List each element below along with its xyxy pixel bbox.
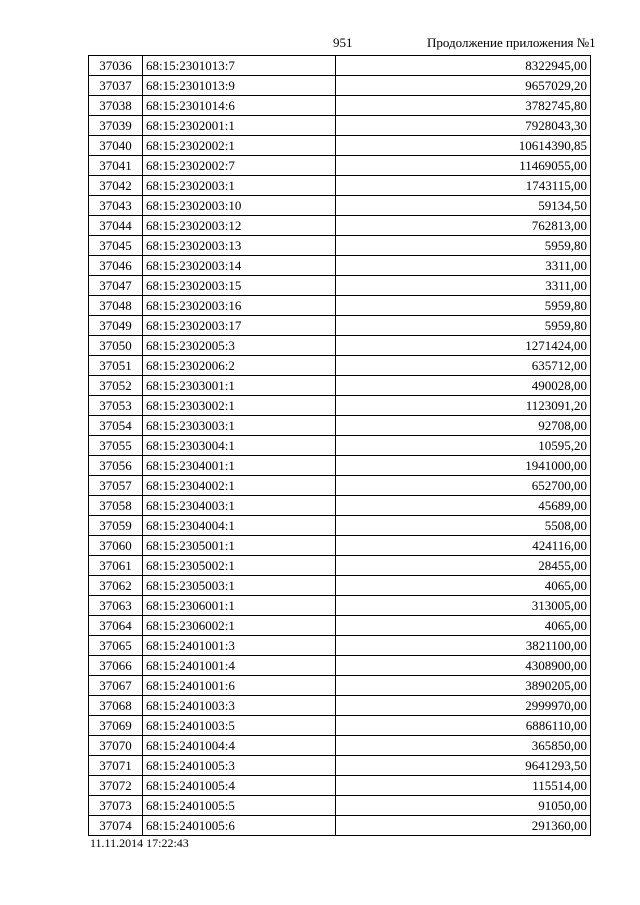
row-number-cell: 37046 bbox=[89, 256, 143, 276]
row-number-cell: 37050 bbox=[89, 336, 143, 356]
cadastral-number-cell: 68:15:2304004:1 bbox=[143, 516, 336, 536]
cadastral-value-cell: 10595,20 bbox=[336, 436, 591, 456]
table-row bbox=[89, 196, 591, 216]
table-row bbox=[89, 616, 591, 636]
cadastral-value-cell: 3311,00 bbox=[336, 276, 591, 296]
cadastral-value-cell: 2999970,00 bbox=[336, 696, 591, 716]
cadastral-value-cell: 6886110,00 bbox=[336, 716, 591, 736]
cadastral-value-cell: 5959,80 bbox=[336, 316, 591, 336]
table-row bbox=[89, 756, 591, 776]
table-row bbox=[89, 96, 591, 116]
cadastral-number-cell: 68:15:2301013:9 bbox=[143, 76, 336, 96]
table-row bbox=[89, 176, 591, 196]
row-number-cell: 37062 bbox=[89, 576, 143, 596]
table-row bbox=[89, 556, 591, 576]
table-row bbox=[89, 256, 591, 276]
table-row bbox=[89, 156, 591, 176]
cadastral-number-cell: 68:15:2302003:1 bbox=[143, 176, 336, 196]
cadastral-number-cell: 68:15:2303001:1 bbox=[143, 376, 336, 396]
table-row bbox=[89, 516, 591, 536]
table-row bbox=[89, 716, 591, 736]
cadastral-value-cell: 92708,00 bbox=[336, 416, 591, 436]
cadastral-number-cell: 68:15:2303004:1 bbox=[143, 436, 336, 456]
cadastral-number-cell: 68:15:2302003:16 bbox=[143, 296, 336, 316]
cadastral-value-cell: 1271424,00 bbox=[336, 336, 591, 356]
row-number-cell: 37047 bbox=[89, 276, 143, 296]
cadastral-value-cell: 5959,80 bbox=[336, 236, 591, 256]
cadastral-number-cell: 68:15:2306002:1 bbox=[143, 616, 336, 636]
table-row bbox=[89, 636, 591, 656]
cadastral-number-cell: 68:15:2401005:6 bbox=[143, 816, 336, 836]
cadastral-number-cell: 68:15:2304002:1 bbox=[143, 476, 336, 496]
table-row bbox=[89, 496, 591, 516]
table-row bbox=[89, 656, 591, 676]
row-number-cell: 37072 bbox=[89, 776, 143, 796]
table-body bbox=[89, 56, 591, 836]
row-number-cell: 37061 bbox=[89, 556, 143, 576]
cadastral-value-cell: 490028,00 bbox=[336, 376, 591, 396]
cadastral-value-cell: 10614390,85 bbox=[336, 136, 591, 156]
row-number-cell: 37037 bbox=[89, 76, 143, 96]
cadastral-value-cell: 635712,00 bbox=[336, 356, 591, 376]
table-row bbox=[89, 316, 591, 336]
cadastral-number-cell: 68:15:2302003:14 bbox=[143, 256, 336, 276]
cadastral-number-cell: 68:15:2302002:7 bbox=[143, 156, 336, 176]
cadastral-number-cell: 68:15:2401003:3 bbox=[143, 696, 336, 716]
table-row bbox=[89, 436, 591, 456]
table-row bbox=[89, 136, 591, 156]
cadastral-value-cell: 8322945,00 bbox=[336, 56, 591, 76]
cadastral-value-cell: 91050,00 bbox=[336, 796, 591, 816]
row-number-cell: 37043 bbox=[89, 196, 143, 216]
row-number-cell: 37036 bbox=[89, 56, 143, 76]
cadastral-number-cell: 68:15:2304003:1 bbox=[143, 496, 336, 516]
table-row bbox=[89, 276, 591, 296]
cadastral-number-cell: 68:15:2302003:15 bbox=[143, 276, 336, 296]
cadastral-number-cell: 68:15:2302003:17 bbox=[143, 316, 336, 336]
table-row bbox=[89, 736, 591, 756]
table-row bbox=[89, 456, 591, 476]
row-number-cell: 37038 bbox=[89, 96, 143, 116]
cadastral-value-cell: 3311,00 bbox=[336, 256, 591, 276]
cadastral-number-cell: 68:15:2401003:5 bbox=[143, 716, 336, 736]
cadastral-number-cell: 68:15:2401004:4 bbox=[143, 736, 336, 756]
print-timestamp: 11.11.2014 17:22:43 bbox=[90, 836, 189, 850]
table-row bbox=[89, 596, 591, 616]
cadastral-number-cell: 68:15:2401005:5 bbox=[143, 796, 336, 816]
table-row bbox=[89, 56, 591, 76]
row-number-cell: 37073 bbox=[89, 796, 143, 816]
row-number-cell: 37048 bbox=[89, 296, 143, 316]
cadastral-value-cell: 9657029,20 bbox=[336, 76, 591, 96]
cadastral-number-cell: 68:15:2401001:4 bbox=[143, 656, 336, 676]
table-row bbox=[89, 536, 591, 556]
row-number-cell: 37056 bbox=[89, 456, 143, 476]
cadastral-table bbox=[88, 55, 591, 836]
cadastral-number-cell: 68:15:2302003:10 bbox=[143, 196, 336, 216]
row-number-cell: 37053 bbox=[89, 396, 143, 416]
cadastral-value-cell: 762813,00 bbox=[336, 216, 591, 236]
table-row bbox=[89, 396, 591, 416]
cadastral-number-cell: 68:15:2302006:2 bbox=[143, 356, 336, 376]
cadastral-value-cell: 291360,00 bbox=[336, 816, 591, 836]
cadastral-value-cell: 45689,00 bbox=[336, 496, 591, 516]
row-number-cell: 37068 bbox=[89, 696, 143, 716]
cadastral-value-cell: 4065,00 bbox=[336, 616, 591, 636]
cadastral-value-cell: 424116,00 bbox=[336, 536, 591, 556]
cadastral-number-cell: 68:15:2401001:3 bbox=[143, 636, 336, 656]
page-caption: Продолжение приложения №1 bbox=[427, 35, 596, 50]
cadastral-number-cell: 68:15:2305003:1 bbox=[143, 576, 336, 596]
cadastral-number-cell: 68:15:2304001:1 bbox=[143, 456, 336, 476]
cadastral-value-cell: 3782745,80 bbox=[336, 96, 591, 116]
row-number-cell: 37045 bbox=[89, 236, 143, 256]
table-row bbox=[89, 356, 591, 376]
row-number-cell: 37066 bbox=[89, 656, 143, 676]
cadastral-value-cell: 28455,00 bbox=[336, 556, 591, 576]
cadastral-number-cell: 68:15:2302001:1 bbox=[143, 116, 336, 136]
cadastral-number-cell: 68:15:2301013:7 bbox=[143, 56, 336, 76]
cadastral-value-cell: 4308900,00 bbox=[336, 656, 591, 676]
cadastral-number-cell: 68:15:2401005:4 bbox=[143, 776, 336, 796]
table-row bbox=[89, 376, 591, 396]
cadastral-number-cell: 68:15:2301014:6 bbox=[143, 96, 336, 116]
cadastral-number-cell: 68:15:2305001:1 bbox=[143, 536, 336, 556]
row-number-cell: 37049 bbox=[89, 316, 143, 336]
row-number-cell: 37044 bbox=[89, 216, 143, 236]
table-row bbox=[89, 696, 591, 716]
table-row bbox=[89, 576, 591, 596]
table-row bbox=[89, 676, 591, 696]
cadastral-value-cell: 365850,00 bbox=[336, 736, 591, 756]
cadastral-value-cell: 4065,00 bbox=[336, 576, 591, 596]
cadastral-value-cell: 313005,00 bbox=[336, 596, 591, 616]
row-number-cell: 37039 bbox=[89, 116, 143, 136]
row-number-cell: 37041 bbox=[89, 156, 143, 176]
table-row bbox=[89, 796, 591, 816]
table-row bbox=[89, 116, 591, 136]
table-row bbox=[89, 336, 591, 356]
row-number-cell: 37064 bbox=[89, 616, 143, 636]
row-number-cell: 37055 bbox=[89, 436, 143, 456]
cadastral-value-cell: 5959,80 bbox=[336, 296, 591, 316]
row-number-cell: 37058 bbox=[89, 496, 143, 516]
row-number-cell: 37059 bbox=[89, 516, 143, 536]
cadastral-number-cell: 68:15:2302002:1 bbox=[143, 136, 336, 156]
cadastral-number-cell: 68:15:2302005:3 bbox=[143, 336, 336, 356]
table-row bbox=[89, 296, 591, 316]
cadastral-number-cell: 68:15:2302003:13 bbox=[143, 236, 336, 256]
row-number-cell: 37054 bbox=[89, 416, 143, 436]
table-row bbox=[89, 776, 591, 796]
row-number-cell: 37067 bbox=[89, 676, 143, 696]
cadastral-value-cell: 115514,00 bbox=[336, 776, 591, 796]
row-number-cell: 37060 bbox=[89, 536, 143, 556]
cadastral-number-cell: 68:15:2401005:3 bbox=[143, 756, 336, 776]
cadastral-number-cell: 68:15:2305002:1 bbox=[143, 556, 336, 576]
table-row bbox=[89, 236, 591, 256]
table-row bbox=[89, 476, 591, 496]
cadastral-value-cell: 7928043,30 bbox=[336, 116, 591, 136]
row-number-cell: 37065 bbox=[89, 636, 143, 656]
row-number-cell: 37063 bbox=[89, 596, 143, 616]
cadastral-number-cell: 68:15:2302003:12 bbox=[143, 216, 336, 236]
cadastral-number-cell: 68:15:2303002:1 bbox=[143, 396, 336, 416]
table-row bbox=[89, 216, 591, 236]
row-number-cell: 37057 bbox=[89, 476, 143, 496]
row-number-cell: 37051 bbox=[89, 356, 143, 376]
cadastral-value-cell: 11469055,00 bbox=[336, 156, 591, 176]
row-number-cell: 37074 bbox=[89, 816, 143, 836]
cadastral-number-cell: 68:15:2401001:6 bbox=[143, 676, 336, 696]
cadastral-value-cell: 3890205,00 bbox=[336, 676, 591, 696]
cadastral-value-cell: 5508,00 bbox=[336, 516, 591, 536]
cadastral-value-cell: 9641293,50 bbox=[336, 756, 591, 776]
table-row bbox=[89, 816, 591, 836]
row-number-cell: 37040 bbox=[89, 136, 143, 156]
row-number-cell: 37052 bbox=[89, 376, 143, 396]
page-number: 951 bbox=[333, 35, 353, 50]
cadastral-value-cell: 1123091,20 bbox=[336, 396, 591, 416]
cadastral-value-cell: 59134,50 bbox=[336, 196, 591, 216]
row-number-cell: 37069 bbox=[89, 716, 143, 736]
cadastral-value-cell: 652700,00 bbox=[336, 476, 591, 496]
table-row bbox=[89, 416, 591, 436]
cadastral-value-cell: 1941000,00 bbox=[336, 456, 591, 476]
cadastral-value-cell: 3821100,00 bbox=[336, 636, 591, 656]
cadastral-value-cell: 1743115,00 bbox=[336, 176, 591, 196]
row-number-cell: 37071 bbox=[89, 756, 143, 776]
table-row bbox=[89, 76, 591, 96]
cadastral-number-cell: 68:15:2306001:1 bbox=[143, 596, 336, 616]
cadastral-number-cell: 68:15:2303003:1 bbox=[143, 416, 336, 436]
row-number-cell: 37042 bbox=[89, 176, 143, 196]
row-number-cell: 37070 bbox=[89, 736, 143, 756]
